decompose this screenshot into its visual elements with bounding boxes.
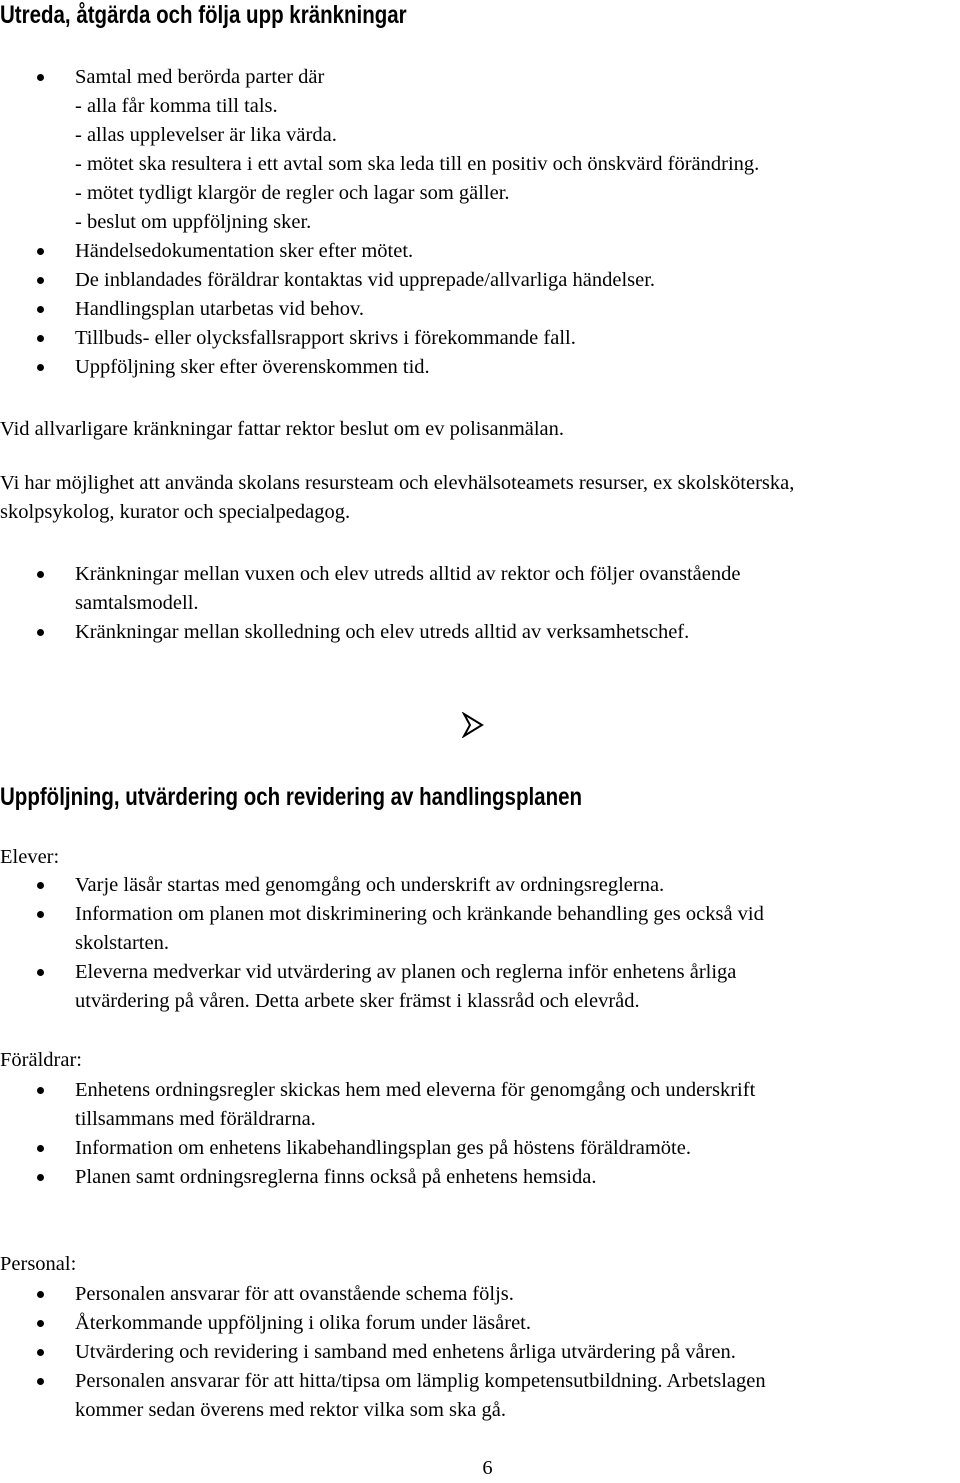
list-item (0, 1134, 960, 1163)
list-item-line: Information om enhetens likabehandlingsplan ges på höstens föräldramöte. (75, 1137, 691, 1159)
list-item-line: De inblandades föräldrar kontaktas vid upprepade/allvarliga händelser. (75, 269, 656, 291)
list-item (0, 1309, 960, 1338)
page-number: 6 (482, 1457, 493, 1479)
bullet-list-krankningar (0, 560, 960, 647)
section-heading-uppfoljning: Uppföljning, utvärdering och revidering av handlingsplanen (0, 783, 583, 811)
list-item-line: Handlingsplan utarbetas vid behov. (75, 298, 365, 320)
list-item-line: Varje läsår startas med genomgång och underskrift av ordningsreglerna. (75, 874, 665, 896)
list-item-line: Samtal med berörda parter där (75, 66, 325, 88)
list-item-line: Händelsedokumentation sker efter mötet. (75, 240, 414, 262)
label-personal: Personal: (0, 1253, 77, 1275)
bullet-list-personal (0, 1280, 960, 1425)
list-item-line: Återkommande uppföljning i olika forum under läsåret. (75, 1312, 532, 1334)
list-item-line: - allas upplevelser är lika värda. (75, 124, 337, 146)
list-item-line: - mötet tydligt klargör de regler och lagar som gäller. (75, 182, 510, 204)
list-item (0, 63, 960, 237)
list-item (0, 1367, 960, 1425)
list-item-line: Uppföljning sker efter överenskommen tid. (75, 356, 430, 378)
list-item (0, 871, 960, 900)
list-item (0, 1076, 960, 1134)
list-item (0, 266, 960, 295)
arrowhead-bullet-icon (462, 712, 484, 738)
list-item (0, 900, 960, 958)
list-item (0, 237, 960, 266)
list-item (0, 618, 960, 647)
list-item-line: Utvärdering och revidering i samband med enhetens årliga utvärdering på våren. (75, 1341, 736, 1363)
list-item-line: Kränkningar mellan skolledning och elev utreds alltid av verksamhetschef. (75, 621, 690, 643)
paragraph-line: Vi har möjlighet att använda skolans resursteam och elevhälsoteamets resurser, ex skolsköterska, (0, 472, 795, 494)
list-item-line: Planen samt ordningsreglerna finns också på enhetens hemsida. (75, 1166, 597, 1188)
label-foraldrar: Föräldrar: (0, 1049, 82, 1071)
list-item-line: Personalen ansvarar för att ovanstående schema följs. (75, 1283, 514, 1305)
bullet-list-elever (0, 871, 960, 1016)
list-item-line: samtalsmodell. (75, 592, 199, 614)
list-item-line: Eleverna medverkar vid utvärdering av planen och reglerna inför enhetens årliga (75, 961, 737, 983)
list-item-line: Enhetens ordningsregler skickas hem med eleverna för genomgång och underskrift (75, 1079, 756, 1101)
list-item-line: - alla får komma till tals. (75, 95, 278, 117)
list-item (0, 324, 960, 353)
list-item-line: - beslut om uppföljning sker. (75, 211, 312, 233)
paragraph-resursteam (0, 469, 960, 527)
label-elever: Elever: (0, 846, 60, 868)
list-item (0, 295, 960, 324)
list-item-line: kommer sedan överens med rektor vilka som ska gå. (75, 1399, 506, 1421)
list-item-line: Personalen ansvarar för att hitta/tipsa om lämplig kompetensutbildning. Arbetslagen (75, 1370, 766, 1392)
paragraph-polisanmalan: Vid allvarligare kränkningar fattar rektor beslut om ev polisanmälan. (0, 418, 565, 440)
list-item-line: tillsammans med föräldrarna. (75, 1108, 316, 1130)
list-item (0, 1280, 960, 1309)
section-heading-utreda: Utreda, åtgärda och följa upp kränkningar (0, 1, 407, 29)
bullet-list-foraldrar (0, 1076, 960, 1192)
list-item-line: Kränkningar mellan vuxen och elev utreds alltid av rektor och följer ovanstående (75, 563, 741, 585)
list-item-line: Information om planen mot diskriminering och kränkande behandling ges också vid (75, 903, 764, 925)
list-item-line: utvärdering på våren. Detta arbete sker främst i klassråd och elevråd. (75, 990, 640, 1012)
list-item-line: skolstarten. (75, 932, 169, 954)
paragraph-line: skolpsykolog, kurator och specialpedagog. (0, 501, 351, 523)
list-item (0, 958, 960, 1016)
list-item-line: Tillbuds- eller olycksfallsrapport skrivs i förekommande fall. (75, 327, 576, 349)
list-item (0, 353, 960, 382)
list-item (0, 1163, 960, 1192)
list-item (0, 560, 960, 618)
list-item-line: - mötet ska resultera i ett avtal som ska leda till en positiv och önskvärd förändring. (75, 153, 760, 175)
list-item (0, 1338, 960, 1367)
bullet-list-utreda (0, 63, 960, 382)
